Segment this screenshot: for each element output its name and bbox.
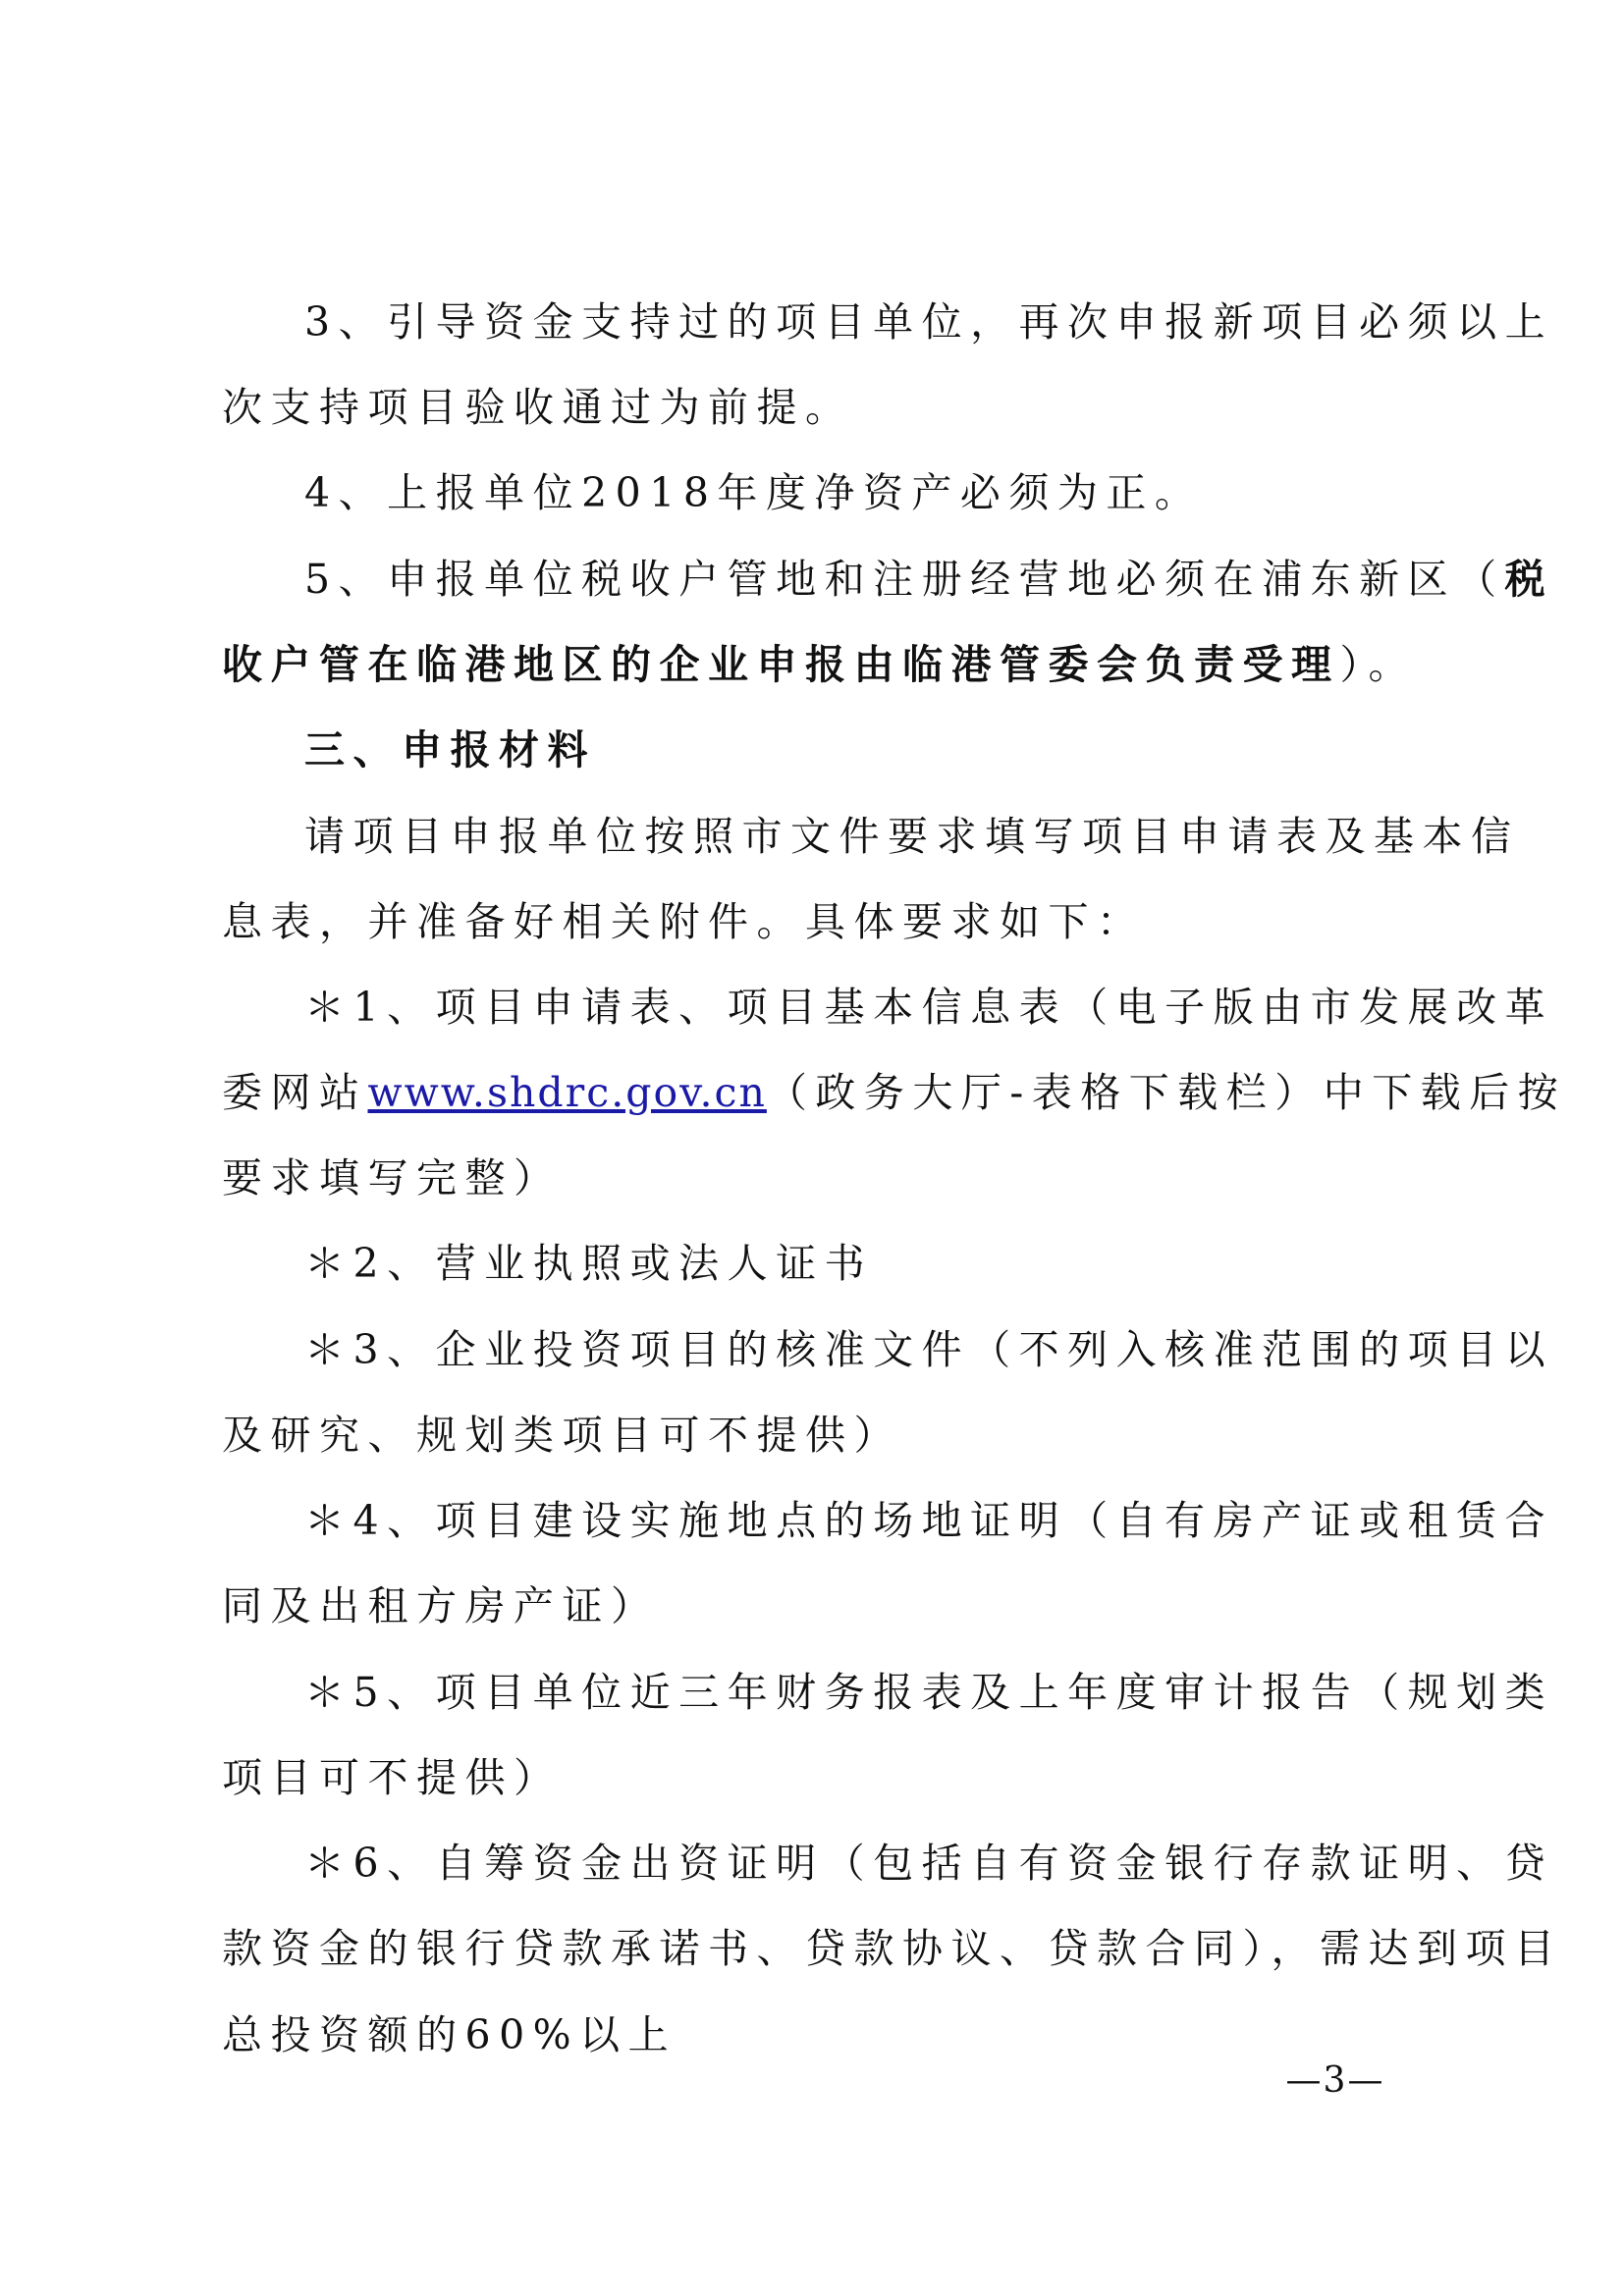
section-heading-materials: 三、申报材料: [304, 726, 596, 774]
item-3-line-2: 及研究、规划类项目可不提供）: [222, 1412, 902, 1459]
item-6-line-3: 总投资额的60%以上: [222, 2011, 677, 2058]
item-3-line-1: ＊3、企业投资项目的核准文件（不列入核准范围的项目以: [304, 1326, 1554, 1373]
intro-line-1: 请项目申报单位按照市文件要求填写项目申请表及基本信: [304, 813, 1520, 860]
website-link[interactable]: www.shdrc.gov.cn: [367, 1069, 767, 1116]
item-6-line-2: 款资金的银行贷款承诺书、贷款协议、贷款合同），需达到项目: [222, 1925, 1563, 1972]
item-2-line-1: ＊2、营业执照或法人证书: [304, 1240, 874, 1287]
item-1-line-1: ＊1、项目申请表、项目基本信息表（电子版由市发展改革: [304, 984, 1554, 1031]
item-4-line-2: 同及出租方房产证）: [222, 1582, 660, 1629]
paragraph-5-text: 5、申报单位税收户管地和注册经营地必须在浦东新区（: [304, 556, 1505, 603]
paragraph-5-line-2: [222, 635, 1430, 694]
item-1-line-2: [222, 1063, 1567, 1122]
paragraph-3-line-1: 3、引导资金支持过的项目单位，再次申报新项目必须以上: [304, 298, 1554, 346]
item-6-line-1: ＊6、自筹资金出资证明（包括自有资金银行存款证明、贷: [304, 1840, 1554, 1887]
item-1-line-3: 要求填写完整）: [222, 1154, 563, 1201]
item-4-line-1: ＊4、项目建设实施地点的场地证明（自有房产证或租赁合: [304, 1497, 1554, 1544]
paragraph-5-bold-text: 税: [1504, 556, 1554, 603]
paragraph-4-line-1: 4、上报单位2018年度净资产必须为正。: [304, 469, 1204, 516]
item-5-line-1: ＊5、项目单位近三年财务报表及上年度审计报告（规划类: [304, 1669, 1554, 1716]
item-1-text-before-link: 委网站: [222, 1069, 368, 1116]
item-5-line-2: 项目可不提供）: [222, 1754, 563, 1801]
paragraph-5-line-1: [304, 550, 1554, 609]
paragraph-5-bold-text-2: 收户管在临港地区的企业申报由临港管委会负责受理: [222, 641, 1340, 688]
paragraph-3-line-2: 次支持项目验收通过为前提。: [222, 384, 854, 431]
paragraph-5-text-2: ）。: [1339, 641, 1417, 688]
page-number: —3—: [1285, 2060, 1385, 2101]
item-1-text-after-link: （政务大厅-表格下载栏）中下载后按: [766, 1069, 1567, 1116]
intro-line-2: 息表，并准备好相关附件。具体要求如下：: [222, 898, 1146, 945]
